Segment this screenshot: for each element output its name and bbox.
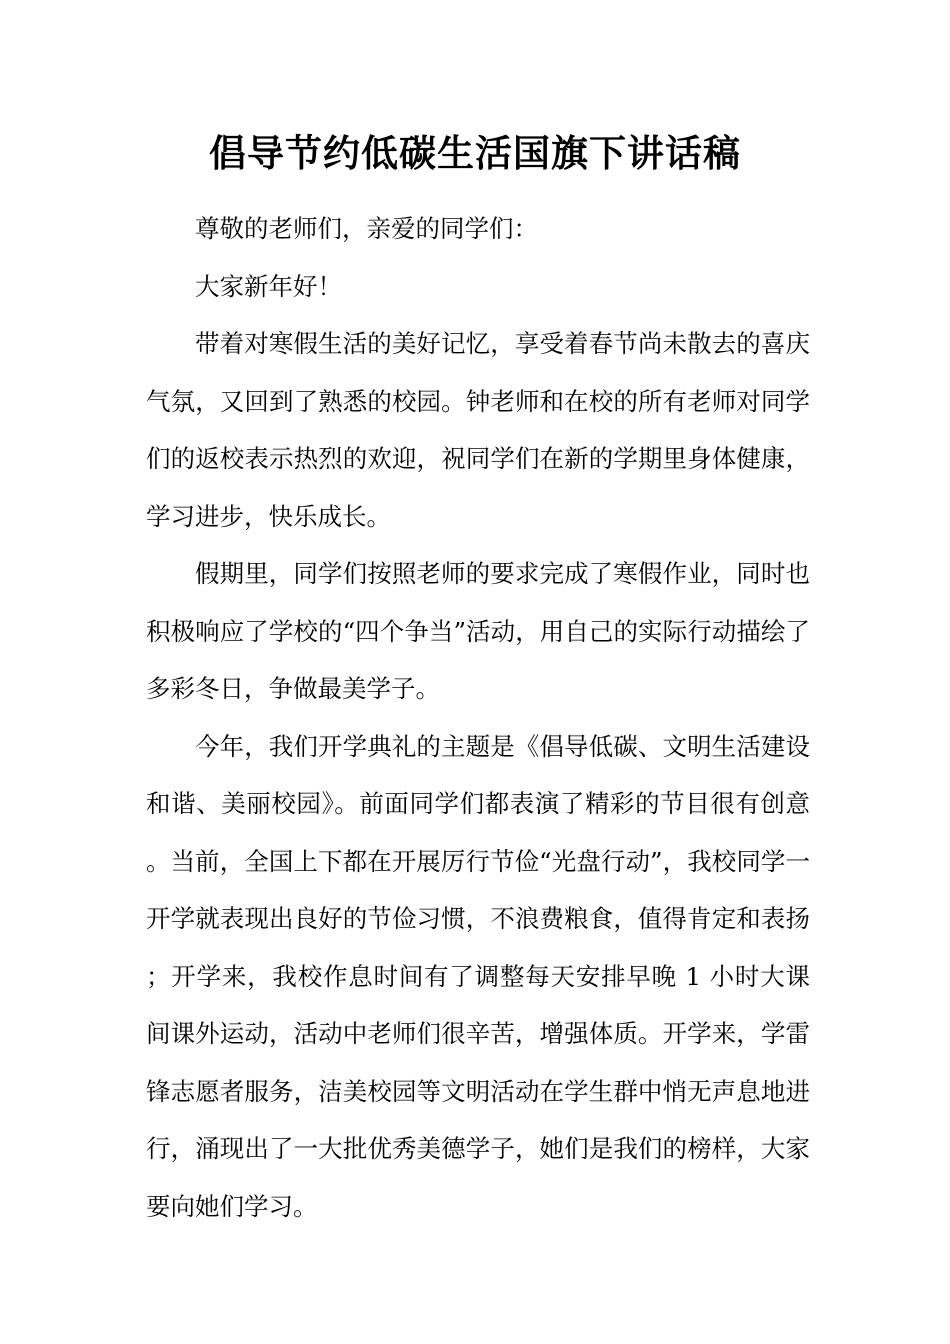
body-paragraph: 今年，我们开学典礼的主题是《倡导低碳、文明生活建设和谐、美丽校园》。前面同学们都表演了精彩的节目很有创意。当前，全国上下都在开展厉行节俭“光盘行动”，我校同学一开学就表现出良好的节俭习惯，不浪费粮食，值得肯定和表扬；开学来，我校作息时间有了调整每天安排早晚 1 小时大课间课外运动，活动中老师们很辛苦，增强体质。开学来，学雷锋志愿者服务，洁美校园等文明活动在学生群中悄无声息地进行，涌现出了一大批优秀美德学子，她们是我们的榜样，大家要向她们学习。	[146, 731, 810, 1221]
salutation-paragraph: 尊敬的老师们，亲爱的同学们：	[195, 214, 538, 243]
document-body	[146, 200, 810, 1235]
body-paragraph: 带着对寒假生活的美好记忆，享受着春节尚未散去的喜庆气氛，又回到了熟悉的校园。钟老师和在校的所有老师对同学们的返校表示热烈的欢迎，祝同学们在新的学期里身体健康，学习进步，快乐成长。	[146, 329, 810, 531]
document-title: 倡导节约低碳生活国旗下讲话稿	[209, 131, 741, 175]
body-paragraph: 假期里，同学们按照老师的要求完成了寒假作业，同时也积极响应了学校的“四个争当”活动，用自己的实际行动描绘了多彩冬日，争做最美学子。	[146, 559, 810, 703]
greeting-paragraph: 大家新年好！	[195, 271, 342, 301]
